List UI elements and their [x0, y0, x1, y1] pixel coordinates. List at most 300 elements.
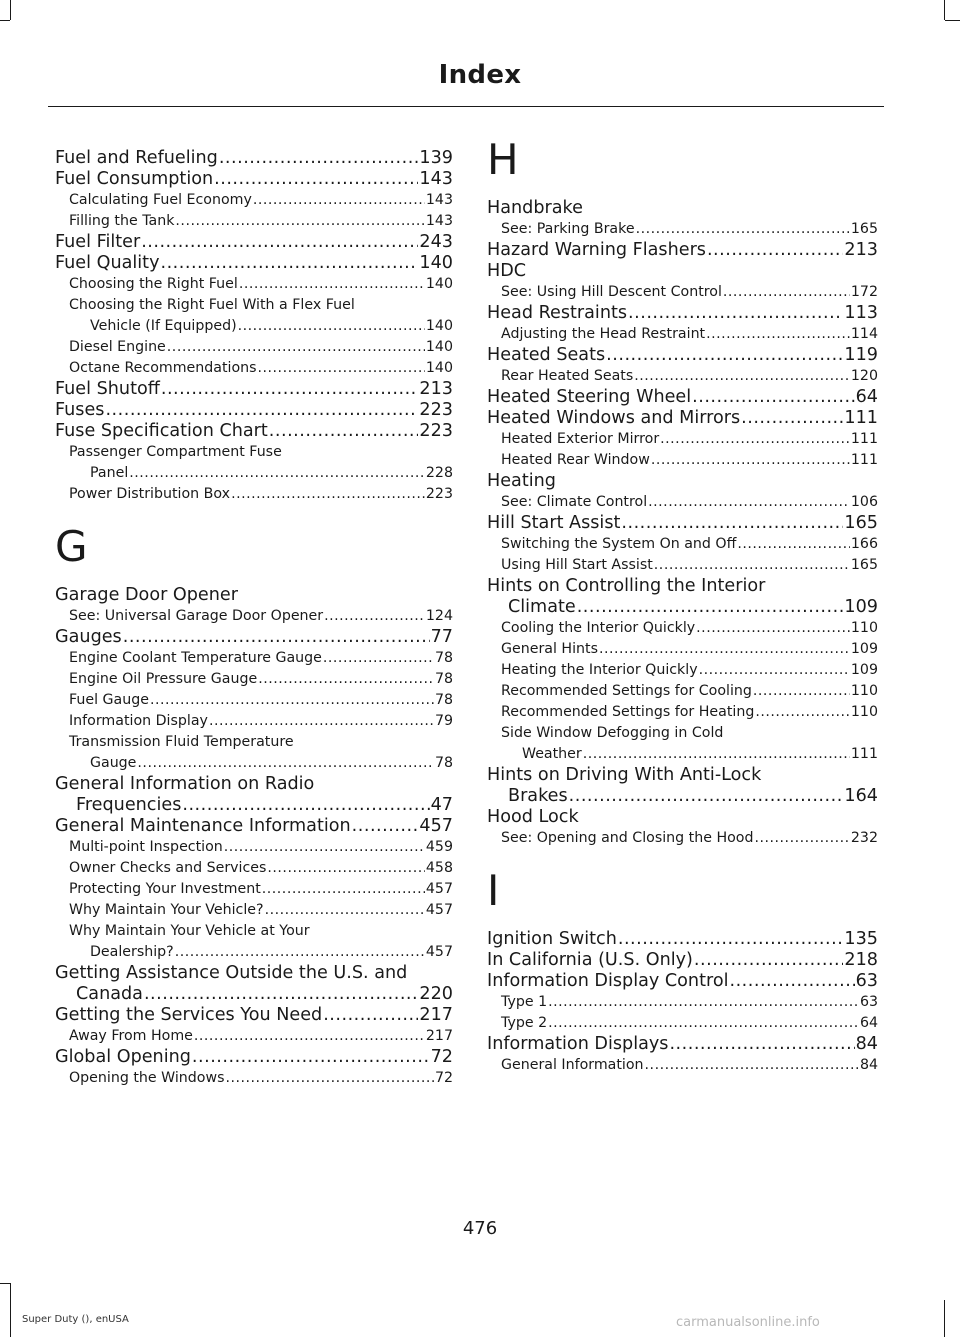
dot-leader — [692, 387, 854, 408]
index-page-ref: 457 — [419, 816, 453, 836]
index-page-ref: 111 — [850, 746, 878, 762]
index-page-ref: 165 — [850, 221, 878, 237]
dot-leader — [323, 648, 434, 669]
dot-leader — [258, 669, 434, 690]
index-page-ref: 109 — [850, 662, 878, 678]
index-entry — [487, 807, 878, 828]
index-entry-row — [55, 421, 453, 442]
crop-mark — [944, 0, 945, 20]
index-subentry — [55, 648, 453, 669]
index-page-ref: 166 — [850, 536, 878, 552]
index-entry-text: Head Restraints — [487, 303, 628, 323]
index-entry-text: Type 2 — [501, 1015, 548, 1031]
index-page-ref: 213 — [419, 379, 453, 399]
index-entry — [487, 408, 878, 429]
dot-leader — [618, 929, 844, 950]
dot-leader — [175, 942, 425, 963]
index-entry-text: Fuel Quality — [55, 253, 160, 273]
index-entry-text: General Hints — [501, 641, 598, 657]
dot-leader — [105, 400, 418, 421]
index-entry-row — [501, 534, 878, 555]
index-page-ref: 47 — [430, 795, 453, 815]
index-page-ref: 217 — [419, 1005, 453, 1025]
index-page-ref: 457 — [425, 881, 453, 897]
dot-leader — [224, 837, 425, 858]
index-entry-row — [501, 660, 878, 681]
index-subentry — [487, 702, 878, 723]
crop-mark — [10, 1283, 11, 1337]
index-entry — [55, 774, 453, 816]
dot-leader — [599, 639, 850, 660]
index-entry — [55, 232, 453, 253]
index-entry-row — [501, 744, 878, 765]
index-entry — [55, 1047, 453, 1068]
index-entry — [487, 971, 878, 992]
index-page-ref: 78 — [434, 755, 453, 771]
index-page-ref: 78 — [434, 692, 453, 708]
index-entry-text: General Information — [501, 1057, 644, 1073]
index-entry-text: Heated Steering Wheel — [487, 387, 692, 407]
index-entry-row — [487, 240, 878, 261]
index-entry-row — [501, 1013, 878, 1034]
index-entry-row — [501, 681, 878, 702]
index-entry-continuation: Frequencies — [76, 795, 182, 815]
index-column-left — [55, 148, 453, 1089]
index-entry — [487, 950, 878, 971]
index-entry-text: Away From Home — [69, 1028, 193, 1044]
index-subentry — [55, 1026, 453, 1047]
index-subentry — [487, 555, 878, 576]
index-entry-row — [69, 190, 453, 211]
dot-leader — [699, 660, 850, 681]
index-entry-row — [69, 484, 453, 505]
index-entry-row — [69, 879, 453, 900]
index-page-ref: 143 — [419, 169, 453, 189]
dot-leader — [645, 1055, 859, 1076]
index-entry-row — [501, 492, 878, 513]
index-entry-text: Hints on Driving With Anti-Lock — [487, 765, 762, 785]
index-entry-text: Recommended Settings for Heating — [501, 704, 755, 720]
dot-leader — [583, 744, 850, 765]
index-entry-row — [501, 639, 878, 660]
dot-leader — [182, 795, 429, 816]
index-page-ref: 120 — [850, 368, 878, 384]
index-entry-row — [55, 984, 453, 1005]
index-entry-text: Engine Oil Pressure Gauge — [69, 671, 258, 687]
index-entry — [487, 576, 878, 618]
dot-leader — [548, 1013, 859, 1034]
index-page-ref: 213 — [844, 240, 878, 260]
index-entry-text: See: Universal Garage Door Opener — [69, 608, 324, 624]
dot-leader — [753, 681, 850, 702]
index-page-ref: 458 — [425, 860, 453, 876]
index-entry-continuation: Vehicle (If Equipped) — [90, 318, 237, 334]
dot-leader — [141, 232, 418, 253]
index-entry-text: Opening the Windows — [69, 1070, 225, 1086]
index-subentry — [487, 1013, 878, 1034]
index-entry-text: Fuses — [55, 400, 105, 420]
index-entry — [487, 345, 878, 366]
index-page-ref: 110 — [850, 683, 878, 699]
index-subentry — [55, 358, 453, 379]
index-entry — [487, 261, 878, 282]
index-entry-text: General Maintenance Information — [55, 816, 351, 836]
index-entry-text: Multi-point Inspection — [69, 839, 223, 855]
dot-leader — [192, 1047, 430, 1068]
index-page-ref: 164 — [844, 786, 878, 806]
index-subentry — [55, 484, 453, 505]
dot-leader — [634, 366, 850, 387]
index-entry-row — [487, 198, 878, 219]
index-entry — [487, 471, 878, 492]
index-entry-row — [487, 971, 878, 992]
index-entry-continuation: Brakes — [508, 786, 568, 806]
index-entry-row — [501, 429, 878, 450]
index-entry-text: Hill Start Assist — [487, 513, 621, 533]
index-entry-text: Protecting Your Investment — [69, 881, 261, 897]
index-page-ref: 165 — [844, 513, 878, 533]
crop-mark — [0, 1283, 10, 1284]
index-entry-text: Fuel and Refueling — [55, 148, 218, 168]
index-page-ref: 113 — [844, 303, 878, 323]
index-entry-continuation: Climate — [508, 597, 576, 617]
index-entry-row — [501, 366, 878, 387]
index-subentry — [487, 723, 878, 765]
index-page-ref: 124 — [425, 608, 453, 624]
page-title: Index — [438, 60, 522, 90]
dot-leader — [621, 513, 843, 534]
watermark: carmanualsonline.info — [676, 1315, 820, 1330]
dot-leader — [225, 1068, 433, 1089]
index-entry — [55, 379, 453, 400]
index-page-ref: 77 — [430, 627, 453, 647]
index-entry-row — [487, 929, 878, 950]
index-subentry — [487, 492, 878, 513]
index-page-ref: 63 — [859, 994, 878, 1010]
dot-leader — [648, 492, 850, 513]
index-column-right — [487, 135, 878, 1076]
index-page-ref: 220 — [419, 984, 453, 1004]
index-entry-text: See: Opening and Closing the Hood — [501, 830, 754, 846]
index-page-ref: 217 — [425, 1028, 453, 1044]
index-entry-text: Global Opening — [55, 1047, 191, 1067]
index-entry-row — [69, 900, 453, 921]
index-section-letter: I — [487, 866, 500, 915]
index-subentry — [55, 211, 453, 232]
index-page-ref: 140 — [425, 276, 453, 292]
index-entry-text: Cooling the Interior Quickly — [501, 620, 696, 636]
index-entry-text: Heating — [487, 471, 556, 491]
index-subentry — [55, 295, 453, 337]
index-entry-text: Heated Windows and Mirrors — [487, 408, 741, 428]
index-entry-row — [55, 169, 453, 190]
index-page-ref: 223 — [419, 421, 453, 441]
index-entry-text: Fuel Filter — [55, 232, 141, 252]
index-entry — [55, 585, 453, 606]
index-entry-text: Heated Exterior Mirror — [501, 431, 660, 447]
dot-leader — [606, 345, 843, 366]
index-entry-text: Heating the Interior Quickly — [501, 662, 698, 678]
index-entry-row — [487, 387, 878, 408]
index-entry — [487, 240, 878, 261]
dot-leader — [194, 1026, 425, 1047]
index-entry-text: Recommended Settings for Cooling — [501, 683, 752, 699]
index-entry-text: Fuel Gauge — [69, 692, 149, 708]
dot-leader — [737, 534, 850, 555]
index-entry-text: See: Climate Control — [501, 494, 648, 510]
dot-leader — [755, 702, 850, 723]
index-entry-text: In California (U.S. Only) — [487, 950, 693, 970]
dot-leader — [129, 463, 425, 484]
index-entry-text: Gauges — [55, 627, 122, 647]
dot-leader — [265, 900, 425, 921]
index-entry-text: See: Parking Brake — [501, 221, 635, 237]
index-entry — [487, 198, 878, 219]
index-subentry — [487, 828, 878, 849]
index-entry-text: Hints on Controlling the Interior — [487, 576, 766, 596]
index-page-ref: 64 — [855, 387, 878, 407]
index-entry-text: Diesel Engine — [69, 339, 166, 355]
index-entry-continuation: Gauge — [90, 755, 137, 771]
index-section-letter: G — [55, 522, 88, 571]
index-page-ref: 459 — [425, 839, 453, 855]
index-subentry — [55, 606, 453, 627]
dot-leader — [231, 484, 425, 505]
index-entry-row — [501, 992, 878, 1013]
index-entry-text: Ignition Switch — [487, 929, 617, 949]
index-entry-row — [69, 337, 453, 358]
index-page-ref: 78 — [434, 671, 453, 687]
index-entry-row — [487, 807, 878, 828]
dot-leader — [175, 211, 424, 232]
index-entry — [487, 1034, 878, 1055]
index-page-ref: 84 — [859, 1057, 878, 1073]
index-page-ref: 63 — [855, 971, 878, 991]
dot-leader — [723, 282, 850, 303]
index-page-ref: 223 — [419, 400, 453, 420]
index-entry-row — [487, 471, 878, 492]
index-subentry — [487, 660, 878, 681]
index-entry-text: Choosing the Right Fuel — [69, 276, 238, 292]
dot-leader — [160, 253, 418, 274]
index-entry-row — [69, 648, 453, 669]
index-entry-text: Information Displays — [487, 1034, 669, 1054]
index-page-ref: 106 — [850, 494, 878, 510]
index-entry-row — [55, 1047, 453, 1068]
dot-leader — [123, 627, 430, 648]
index-entry-row — [487, 597, 878, 618]
index-entry-text: Hood Lock — [487, 807, 579, 827]
index-entry-row — [55, 253, 453, 274]
index-subentry — [55, 837, 453, 858]
index-entry — [55, 627, 453, 648]
index-page-ref: 111 — [850, 431, 878, 447]
index-entry-text: HDC — [487, 261, 527, 281]
index-entry-row — [501, 450, 878, 471]
index-page-ref: 109 — [850, 641, 878, 657]
dot-leader — [577, 597, 844, 618]
index-subentry — [487, 366, 878, 387]
dot-leader — [253, 190, 425, 211]
dot-leader — [654, 555, 850, 576]
index-entry-text: Engine Coolant Temperature Gauge — [69, 650, 322, 666]
dot-leader — [569, 786, 844, 807]
index-entry-text: Switching the System On and Off — [501, 536, 737, 552]
dot-leader — [707, 240, 843, 261]
index-entry — [55, 421, 453, 442]
index-subentry — [55, 1068, 453, 1089]
index-entry-row — [69, 1026, 453, 1047]
index-entry-text: Heated Seats — [487, 345, 606, 365]
index-entry-row — [69, 837, 453, 858]
index-entry-text: Choosing the Right Fuel With a Flex Fuel — [69, 297, 355, 313]
index-entry — [55, 169, 453, 190]
index-entry-row — [69, 711, 453, 732]
index-entry-row — [55, 1005, 453, 1026]
index-entry-row — [487, 303, 878, 324]
index-page-ref: 78 — [434, 650, 453, 666]
index-page-ref: 140 — [419, 253, 453, 273]
dot-leader — [150, 690, 434, 711]
index-entry-text: Information Display — [69, 713, 208, 729]
crop-mark — [944, 1300, 945, 1337]
index-subentry — [55, 921, 453, 963]
index-entry-row — [69, 753, 453, 774]
index-entry-text: Type 1 — [501, 994, 548, 1010]
index-entry-row — [69, 358, 453, 379]
dot-leader — [352, 816, 419, 837]
index-entry-text: Transmission Fluid Temperature — [69, 734, 294, 750]
index-entry-text: Adjusting the Head Restraint — [501, 326, 706, 342]
index-entry-row — [501, 702, 878, 723]
index-page-ref: 218 — [844, 950, 878, 970]
dot-leader — [694, 950, 843, 971]
index-page-ref: 243 — [419, 232, 453, 252]
index-page-ref: 232 — [850, 830, 878, 846]
index-page-ref: 110 — [850, 704, 878, 720]
index-subentry — [487, 618, 878, 639]
index-entry-row — [501, 324, 878, 345]
index-entry-text: Owner Checks and Services — [69, 860, 267, 876]
index-entry-row — [487, 1034, 878, 1055]
index-page-ref: 223 — [425, 486, 453, 502]
index-subentry — [55, 690, 453, 711]
index-entry — [487, 513, 878, 534]
index-entry-text: Using Hill Start Assist — [501, 557, 653, 573]
index-entry-row — [501, 618, 878, 639]
index-entry-row — [487, 345, 878, 366]
index-entry-row — [501, 282, 878, 303]
index-entry-row — [501, 828, 878, 849]
dot-leader — [137, 753, 434, 774]
index-entry — [55, 1005, 453, 1026]
index-subentry — [487, 282, 878, 303]
dot-leader — [628, 303, 843, 324]
index-subentry — [487, 324, 878, 345]
index-entry-text: Garage Door Opener — [55, 585, 238, 605]
index-page-ref: 172 — [850, 284, 878, 300]
index-subentry — [487, 992, 878, 1013]
index-entry-continuation: Weather — [522, 746, 582, 762]
index-entry-text: General Information on Radio — [55, 774, 315, 794]
index-page-ref: 165 — [850, 557, 878, 573]
dot-leader — [269, 421, 419, 442]
index-entry-row — [487, 950, 878, 971]
title-divider — [48, 106, 884, 107]
index-entry-text: Information Display Control — [487, 971, 729, 991]
index-page-ref: 228 — [425, 465, 453, 481]
index-subentry — [487, 429, 878, 450]
index-page-ref: 135 — [844, 929, 878, 949]
index-entry-row — [69, 942, 453, 963]
dot-leader — [267, 858, 425, 879]
index-page-ref: 109 — [844, 597, 878, 617]
index-page-ref: 111 — [850, 452, 878, 468]
index-entry-row — [55, 232, 453, 253]
index-page-ref: 111 — [844, 408, 878, 428]
index-entry-row — [501, 219, 878, 240]
dot-leader — [706, 324, 850, 345]
index-entry — [55, 816, 453, 837]
index-entry-row — [501, 555, 878, 576]
dot-leader — [161, 379, 419, 400]
index-entry-text: Hazard Warning Flashers — [487, 240, 706, 260]
dot-leader — [214, 169, 418, 190]
index-entry-row — [69, 463, 453, 484]
dot-leader — [258, 358, 425, 379]
dot-leader — [239, 274, 425, 295]
dot-leader — [651, 450, 850, 471]
index-entry — [487, 929, 878, 950]
dot-leader — [548, 992, 859, 1013]
index-entry-row — [69, 211, 453, 232]
dot-leader — [144, 984, 418, 1005]
index-subentry — [55, 900, 453, 921]
crop-mark — [945, 20, 960, 21]
dot-leader — [669, 1034, 854, 1055]
index-entry-row — [69, 274, 453, 295]
index-subentry — [55, 858, 453, 879]
dot-leader — [323, 1005, 418, 1026]
index-entry-row — [55, 400, 453, 421]
index-entry-row — [55, 585, 453, 606]
index-page-ref: 114 — [850, 326, 878, 342]
index-entry-text: Calculating Fuel Economy — [69, 192, 252, 208]
dot-leader — [729, 971, 854, 992]
index-entry-text: Handbrake — [487, 198, 583, 218]
index-page-ref: 84 — [855, 1034, 878, 1054]
index-subentry — [487, 219, 878, 240]
index-page-ref: 139 — [419, 148, 453, 168]
index-entry-text: Rear Heated Seats — [501, 368, 634, 384]
index-entry-row — [487, 408, 878, 429]
index-entry-text: Getting Assistance Outside the U.S. and — [55, 963, 408, 983]
index-page-ref: 119 — [844, 345, 878, 365]
index-subentry — [55, 442, 453, 484]
index-entry-row — [487, 261, 878, 282]
index-entry-continuation: Panel — [90, 465, 129, 481]
index-section-letter: H — [487, 135, 519, 184]
index-entry-row — [69, 690, 453, 711]
dot-leader — [262, 879, 425, 900]
index-entry — [55, 963, 453, 1005]
index-entry-text: Fuse Specification Chart — [55, 421, 268, 441]
index-entry-row — [69, 1068, 453, 1089]
index-page-ref: 79 — [434, 713, 453, 729]
index-subentry — [55, 732, 453, 774]
index-entry-text: Passenger Compartment Fuse — [69, 444, 282, 460]
index-entry — [55, 253, 453, 274]
